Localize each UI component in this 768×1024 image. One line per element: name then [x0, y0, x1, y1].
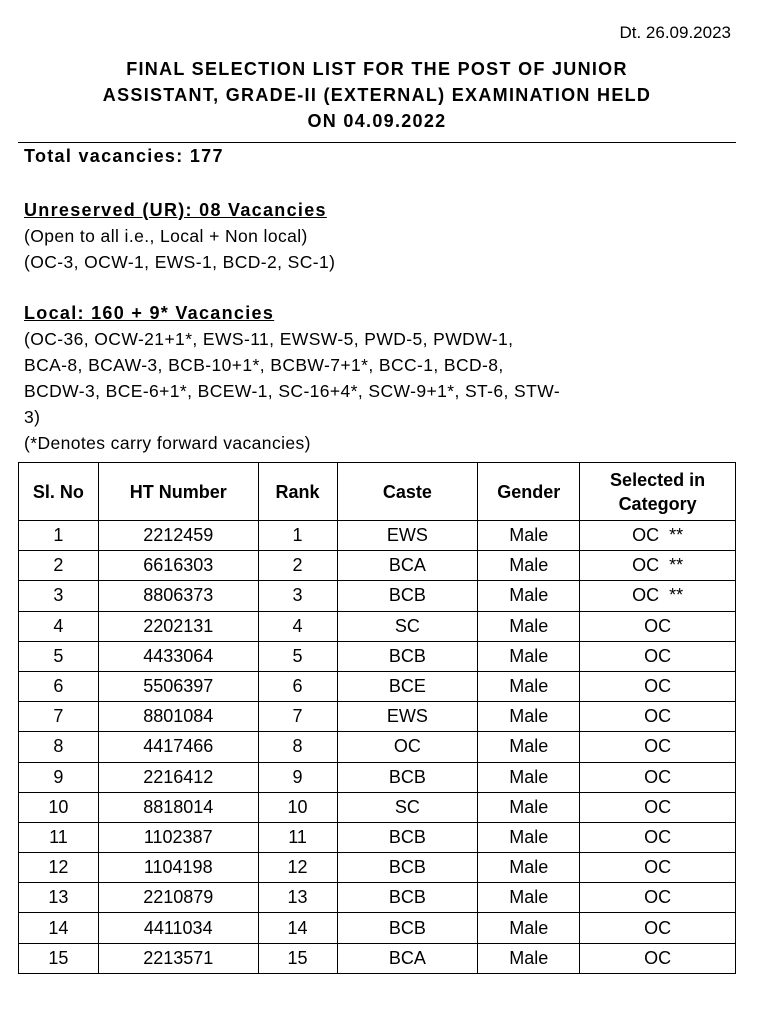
- cell-selected-category: OC: [580, 943, 736, 973]
- cell-selected-category: OC: [580, 671, 736, 701]
- cell-gender: Male: [478, 943, 580, 973]
- cell-caste: BCB: [337, 822, 478, 852]
- cell-selected-category: OC: [580, 822, 736, 852]
- cell-ht-number: 5506397: [98, 671, 258, 701]
- cell-caste: BCB: [337, 762, 478, 792]
- cell-rank: 13: [258, 883, 337, 913]
- unreserved-section: [24, 197, 736, 275]
- local-line: (OC-36, OCW-21+1*, EWS-11, EWSW-5, PWD-5, PWDW-1,: [24, 329, 514, 349]
- cell-sl-no: 2: [19, 551, 99, 581]
- cell-rank: 15: [258, 943, 337, 973]
- total-vacancies: Total vacancies: 177: [24, 146, 224, 166]
- cell-caste: EWS: [337, 702, 478, 732]
- cell-gender: Male: [478, 551, 580, 581]
- table-row: [19, 581, 736, 611]
- cell-gender: Male: [478, 641, 580, 671]
- cell-gender: Male: [478, 671, 580, 701]
- cell-gender: Male: [478, 521, 580, 551]
- cell-gender: Male: [478, 702, 580, 732]
- cell-rank: 4: [258, 611, 337, 641]
- unreserved-heading: Unreserved (UR): 08 Vacancies: [24, 200, 327, 220]
- cell-selected-category: OC: [580, 883, 736, 913]
- document-title: [18, 56, 736, 134]
- cell-selected-category: OC: [580, 792, 736, 822]
- cell-rank: 6: [258, 671, 337, 701]
- cell-ht-number: 2202131: [98, 611, 258, 641]
- cell-gender: Male: [478, 822, 580, 852]
- title-line: FINAL SELECTION LIST FOR THE POST OF JUNIOR: [126, 59, 628, 79]
- table-row: [19, 702, 736, 732]
- cell-rank: 12: [258, 853, 337, 883]
- document-date: Dt. 26.09.2023: [619, 23, 731, 42]
- cell-gender: Male: [478, 913, 580, 943]
- cell-rank: 9: [258, 762, 337, 792]
- unreserved-line: (OC-3, OCW-1, EWS-1, BCD-2, SC-1): [24, 252, 336, 272]
- cell-gender: Male: [478, 792, 580, 822]
- cell-selected-category: OC: [580, 641, 736, 671]
- table-row: [19, 521, 736, 551]
- table-row: [19, 732, 736, 762]
- cell-rank: 2: [258, 551, 337, 581]
- cell-caste: BCA: [337, 551, 478, 581]
- cell-gender: Male: [478, 853, 580, 883]
- table-row: [19, 792, 736, 822]
- cell-selected-category: OC: [580, 732, 736, 762]
- cell-rank: 14: [258, 913, 337, 943]
- cell-sl-no: 15: [19, 943, 99, 973]
- cell-caste: BCB: [337, 581, 478, 611]
- cell-caste: BCB: [337, 913, 478, 943]
- cell-selected-category: OC: [580, 702, 736, 732]
- cell-sl-no: 13: [19, 883, 99, 913]
- cell-ht-number: 8801084: [98, 702, 258, 732]
- cell-ht-number: 8818014: [98, 792, 258, 822]
- cell-gender: Male: [478, 732, 580, 762]
- cell-ht-number: 2213571: [98, 943, 258, 973]
- header-ht-number: HT Number: [98, 463, 258, 521]
- cell-caste: BCE: [337, 671, 478, 701]
- cell-rank: 3: [258, 581, 337, 611]
- local-section: [24, 300, 736, 456]
- cell-caste: BCB: [337, 641, 478, 671]
- cell-sl-no: 12: [19, 853, 99, 883]
- header-sl-no: Sl. No: [19, 463, 99, 521]
- unreserved-line: (Open to all i.e., Local + Non local): [24, 226, 308, 246]
- table-row: [19, 641, 736, 671]
- cell-caste: SC: [337, 611, 478, 641]
- cell-selected-category: OC **: [580, 521, 736, 551]
- cell-rank: 5: [258, 641, 337, 671]
- cell-ht-number: 4411034: [98, 913, 258, 943]
- cell-caste: BCB: [337, 853, 478, 883]
- cell-ht-number: 1102387: [98, 822, 258, 852]
- cell-sl-no: 7: [19, 702, 99, 732]
- cell-sl-no: 14: [19, 913, 99, 943]
- cell-gender: Male: [478, 581, 580, 611]
- cell-ht-number: 4433064: [98, 641, 258, 671]
- cell-rank: 10: [258, 792, 337, 822]
- cell-gender: Male: [478, 762, 580, 792]
- table-row: [19, 611, 736, 641]
- cell-sl-no: 8: [19, 732, 99, 762]
- header-gender: Gender: [478, 463, 580, 521]
- cell-ht-number: 4417466: [98, 732, 258, 762]
- cell-ht-number: 2216412: [98, 762, 258, 792]
- selection-table: [18, 462, 736, 974]
- local-line: BCDW-3, BCE-6+1*, BCEW-1, SC-16+4*, SCW-9+1*, ST-6, STW-: [24, 381, 561, 401]
- table-row: [19, 762, 736, 792]
- cell-ht-number: 2212459: [98, 521, 258, 551]
- cell-selected-category: OC **: [580, 581, 736, 611]
- header-rank: Rank: [258, 463, 337, 521]
- cell-selected-category: OC: [580, 853, 736, 883]
- local-line: 3): [24, 407, 41, 427]
- cell-selected-category: OC: [580, 913, 736, 943]
- title-line: ASSISTANT, GRADE-II (EXTERNAL) EXAMINATION HELD: [102, 85, 652, 105]
- local-heading: Local: 160 + 9* Vacancies: [24, 303, 275, 323]
- cell-gender: Male: [478, 611, 580, 641]
- cell-selected-category: OC: [580, 762, 736, 792]
- header-caste: Caste: [337, 463, 478, 521]
- title-line: ON 04.09.2022: [307, 111, 447, 131]
- cell-rank: 1: [258, 521, 337, 551]
- title-divider: [18, 142, 736, 143]
- cell-sl-no: 1: [19, 521, 99, 551]
- cell-ht-number: 8806373: [98, 581, 258, 611]
- table-row: [19, 671, 736, 701]
- carry-forward-note: (*Denotes carry forward vacancies): [24, 433, 311, 453]
- cell-selected-category: OC: [580, 611, 736, 641]
- cell-rank: 8: [258, 732, 337, 762]
- cell-sl-no: 4: [19, 611, 99, 641]
- table-row: [19, 551, 736, 581]
- table-row: [19, 883, 736, 913]
- cell-caste: SC: [337, 792, 478, 822]
- cell-caste: OC: [337, 732, 478, 762]
- table-row: [19, 822, 736, 852]
- cell-sl-no: 11: [19, 822, 99, 852]
- local-line: BCA-8, BCAW-3, BCB-10+1*, BCBW-7+1*, BCC-1, BCD-8,: [24, 355, 504, 375]
- cell-sl-no: 10: [19, 792, 99, 822]
- cell-caste: BCB: [337, 883, 478, 913]
- cell-sl-no: 3: [19, 581, 99, 611]
- document-page: [18, 0, 736, 1024]
- table-row: [19, 943, 736, 973]
- cell-ht-number: 1104198: [98, 853, 258, 883]
- cell-caste: BCA: [337, 943, 478, 973]
- cell-selected-category: OC **: [580, 551, 736, 581]
- table-row: [19, 853, 736, 883]
- cell-ht-number: 6616303: [98, 551, 258, 581]
- cell-sl-no: 9: [19, 762, 99, 792]
- cell-gender: Male: [478, 883, 580, 913]
- cell-sl-no: 6: [19, 671, 99, 701]
- cell-ht-number: 2210879: [98, 883, 258, 913]
- table-header-row: [19, 463, 736, 521]
- cell-caste: EWS: [337, 521, 478, 551]
- table-row: [19, 913, 736, 943]
- cell-rank: 7: [258, 702, 337, 732]
- cell-sl-no: 5: [19, 641, 99, 671]
- cell-rank: 11: [258, 822, 337, 852]
- header-selected-category: Selected in Category: [580, 463, 736, 521]
